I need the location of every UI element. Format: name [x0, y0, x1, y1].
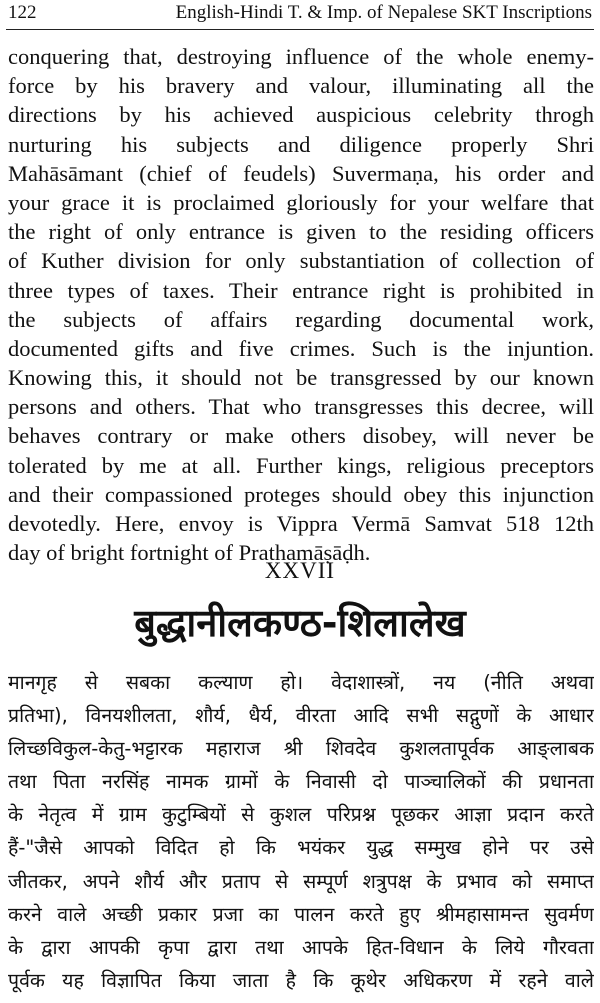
text-line: devotedly. Here, envoy is Vippra Vermā Samvat 518 12th	[8, 511, 594, 536]
text-line: जीतकर, अपने शौर्य और प्रताप से सम्पूर्ण शत्रुपक्ष के प्रभाव को समाप्त	[8, 869, 594, 893]
text-line: हैं-"जैसे आपको विदित हो कि भयंकर युद्ध सम्मुख होने पर उसे	[8, 836, 594, 860]
text-line: directions by his achieved auspicious celebrity throgh	[8, 102, 594, 128]
text-line: nurturing his subjects and diligence properly Shri	[8, 131, 594, 157]
text-line: documented gifts and five crimes. Such is the injuntion.	[8, 335, 594, 361]
text-line: तथा पिता नरसिंह नामक ग्रामों के निवासी दो पाञ्चालिकों की प्रधानता	[8, 770, 594, 794]
text-line: persons and others. That who transgresses this decree, will	[8, 394, 594, 420]
text-line: your grace it is proclaimed gloriously for your welfare that	[8, 189, 594, 215]
text-line: and their compassioned proteges should obey this injunction	[8, 481, 594, 507]
text-line: पूर्वक यह विज्ञापित किया जाता है कि कूथेर अधिकरण में रहने वाले	[8, 968, 594, 992]
text-line: conquering that, destroying influence of the whole enemy-	[8, 44, 594, 69]
text-line: tolerated by me at all. Further kings, religious preceptors	[8, 452, 594, 478]
text-line: Mahāsāmant (chief of feudels) Suvermaṇa, his order and	[8, 160, 594, 186]
text-line: प्रतिभा), विनयशीलता, शौर्य, धैर्य, वीरता आदि सभी सद्गुणों के आधार	[8, 704, 594, 728]
text-line: के नेतृत्व में ग्राम कुटुम्बियों से कुशल परिप्रश्न पूछकर आज्ञा प्रदान करते	[8, 803, 594, 827]
text-line: the subjects of affairs regarding documental work,	[8, 306, 594, 332]
text-line: करने वाले अच्छी प्रकार प्रजा का पालन करते हुए श्रीमहासामन्त सुवर्मण	[8, 902, 594, 926]
english-translation	[8, 42, 594, 567]
text-line: day of bright fortnight of Prathamāṣāḍh.	[8, 540, 371, 566]
text-line: Knowing this, it should not be transgressed by our known	[8, 365, 594, 391]
running-header	[8, 2, 592, 28]
section-number: XXVII	[264, 558, 336, 583]
text-line: मानगृह से सबका कल्याण हो। वेदाशास्त्रों, नय (नीति अथवा	[8, 671, 594, 694]
text-line: of Kuther division for only substantiation of collection of	[8, 248, 594, 274]
text-line: three types of taxes. Their entrance right is prohibited in	[8, 277, 594, 303]
page-number: 122	[8, 2, 37, 23]
text-line: लिच्छविकुल-केतु-भट्टारक महाराज श्री शिवदेव कुशलतापूर्वक आङ्लाबक	[8, 737, 594, 761]
text-line: force by his bravery and valour, illuminating all the	[8, 73, 594, 99]
text-line: the right of only entrance is given to the residing officers	[8, 219, 594, 245]
text-line: behaves contrary or make others disobey, will never be	[8, 423, 594, 449]
hindi-text	[8, 666, 594, 997]
running-title: English-Hindi T. & Imp. of Nepalese SKT Inscriptions	[175, 2, 592, 23]
section-title: बुद्धानीलकण्ठ-शिलालेख	[134, 601, 466, 645]
text-line: के द्वारा आपकी कृपा द्वारा तथा आपके हित-विधान के लिये गौरवता	[8, 935, 594, 959]
header-rule	[6, 29, 594, 30]
